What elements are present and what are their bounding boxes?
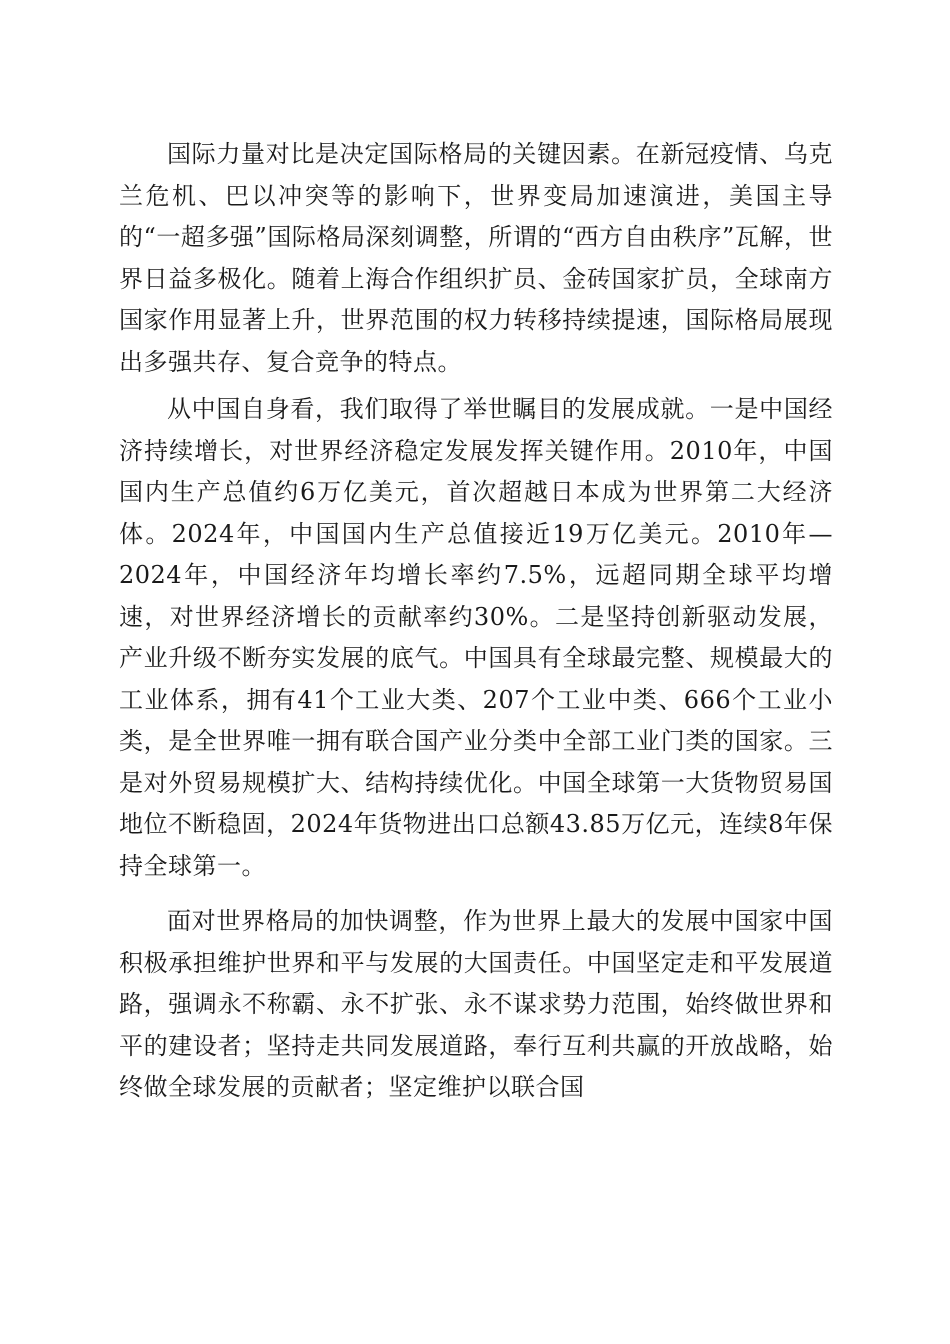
paragraph: 从中国自身看，我们取得了举世瞩目的发展成就。一是中国经济持续增长，对世界经济稳定发展发挥关键作用。2010年，中国国内生产总值约6万亿美元，首次超越日本成为世界第二大经济体。2024年，中国国内生产总值接近19万亿美元。2010年—2024年，中国经济年均增长率约7.5%，远超同期全球平均增速，对世界经济增长的贡献率约30%。二是坚持创新驱动发展，产业升级不断夯实发展的底气。中国具有全球最完整、规模最大的工业体系，拥有41个工业大类、207个工业中类、666个工业小类，是全世界唯一拥有联合国产业分类中全部工业门类的国家。三是对外贸易规模扩大、结构持续优化。中国全球第一大货物贸易国地位不断稳固，2024年货物进出口总额43.85万亿元，连续8年保持全球第一。 [119, 395, 833, 880]
paragraph: 国际力量对比是决定国际格局的关键因素。在新冠疫情、乌克兰危机、巴以冲突等的影响下，世界变局加速演进，美国主导的“一超多强”国际格局深刻调整，所谓的“西方自由秩序”瓦解，世界日益多极化。随着上海合作组织扩员、金砖国家扩员，全球南方国家作用显著上升，世界范围的权力转移持续提速，国际格局展现出多强共存、复合竞争的特点。 [119, 140, 833, 376]
paragraph: 面对世界格局的加快调整，作为世界上最大的发展中国家中国积极承担维护世界和平与发展的大国责任。中国坚定走和平发展道路，强调永不称霸、永不扩张、永不谋求势力范围，始终做世界和平的建设者；坚持走共同发展道路，奉行互利共赢的开放战略，始终做全球发展的贡献者；坚定维护以联合国 [119, 907, 833, 1101]
document-body [119, 134, 833, 1109]
